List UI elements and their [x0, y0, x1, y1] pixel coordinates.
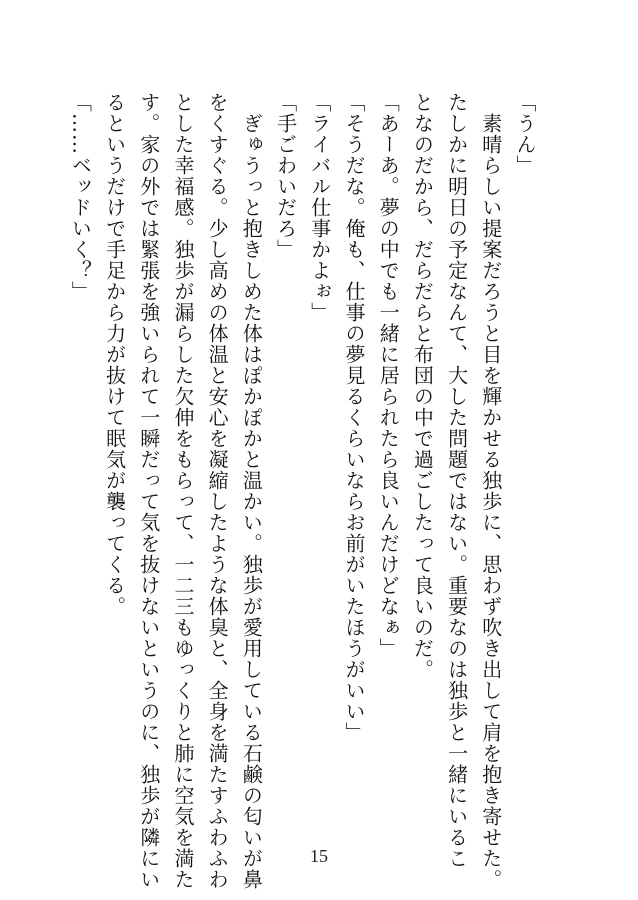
text-column: となのだから、だらだらと布団の中で過ごしたって良いのだ。 — [410, 92, 435, 680]
text-column: 「そうだな。俺も、仕事の夢見るくらいならお前がいたほうがいい」 — [341, 92, 366, 743]
text-column: をくすぐる。少し高めの体温と安心を凝縮したような体臭と、全身を満たすふわふわ — [205, 92, 230, 890]
text-column: 「あーあ。夢の中でも一緒に居られたら良いんだけどなぁ」 — [376, 92, 401, 659]
text-column: す。家の外では緊張を強いられて一瞬だって気を抜けないというのに、独歩が隣にい — [136, 92, 161, 890]
text-column: るというだけで手足から力が抜けて眠気が襲ってくる。 — [102, 92, 127, 617]
text-column: ぎゅうっと抱きしめた体はぽかぽかと温かい。独歩が愛用している石鹸の匂いが鼻 — [239, 92, 264, 890]
page-number: 15 — [310, 846, 328, 866]
text-column: 「ライバル仕事かよぉ」 — [307, 92, 332, 323]
text-column: 「手ごわいだろ」 — [273, 92, 298, 260]
text-column: 素晴らしい提案だろうと目を輝かせる独歩に、思わず吹き出して肩を抱き寄せた。 — [478, 92, 503, 890]
text-column: 「……ベッドいく？」 — [68, 92, 93, 302]
text-column: とした幸福感。独歩が漏らした欠伸をもらって、一二三もゆっくりと肺に空気を満た — [170, 92, 195, 890]
text-column: 「うん」 — [513, 92, 537, 176]
text-column: たしかに明日の予定なんて、大した問題ではない。重要なのは独歩と一緒にいるこ — [444, 92, 469, 869]
